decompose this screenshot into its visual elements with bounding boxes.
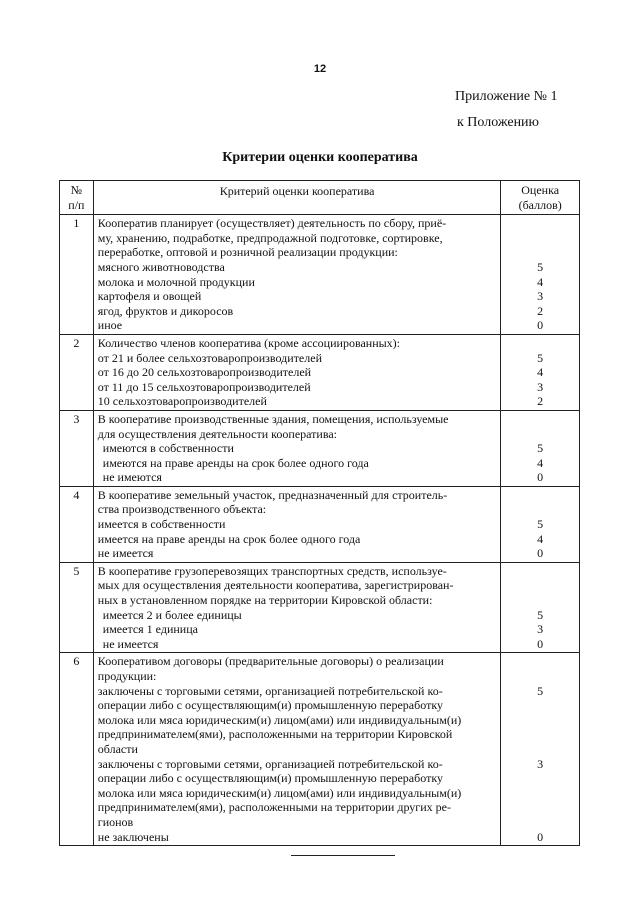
score-spacer bbox=[501, 669, 579, 684]
option-label: предпринимателем(ями), расположенными на территории других ре- bbox=[97, 800, 451, 815]
score-spacer bbox=[501, 771, 579, 786]
score-spacer bbox=[501, 336, 579, 351]
appendix-reference: к Положению bbox=[457, 115, 540, 130]
footer-separator-line bbox=[291, 855, 395, 856]
score-spacer bbox=[501, 231, 579, 246]
score-spacer bbox=[501, 742, 579, 757]
option-label: имеется в собственности bbox=[97, 517, 226, 532]
option-score: 0 bbox=[537, 829, 544, 844]
criterion-cell bbox=[93, 653, 501, 846]
score-cell bbox=[501, 215, 580, 335]
option-label: не имеется bbox=[102, 636, 159, 651]
score-cell bbox=[501, 334, 580, 410]
header-number bbox=[60, 181, 94, 215]
option-score: 5 bbox=[537, 683, 544, 698]
option-label: не имеются bbox=[102, 470, 162, 485]
option-score: 3 bbox=[537, 622, 544, 637]
option-label: операции либо с осуществляющим(и) промышленную переработку bbox=[97, 698, 443, 713]
criterion-text: В кооперативе производственные здания, помещения, используемые bbox=[97, 411, 449, 426]
option-label: области bbox=[97, 741, 138, 756]
table-row bbox=[60, 486, 580, 562]
option-label: не заключены bbox=[97, 829, 169, 844]
option-score: 3 bbox=[537, 379, 544, 394]
criterion-text: мых для осуществления деятельности кооператива, зарегистрирован- bbox=[97, 578, 454, 593]
table-header-row bbox=[60, 181, 580, 215]
score-cell bbox=[501, 410, 580, 486]
appendix-number: Приложение № 1 bbox=[455, 89, 558, 104]
option-label: картофеля и овощей bbox=[97, 289, 202, 304]
row-number: 2 bbox=[60, 334, 94, 410]
option-score: 5 bbox=[537, 350, 544, 365]
option-score: 0 bbox=[537, 546, 544, 561]
row-number: 3 bbox=[60, 410, 94, 486]
document-title: Критерии оценки кооператива bbox=[222, 150, 418, 165]
option-label: молока или мяса юридическим(и) лицом(ами) или индивидуальным(и) bbox=[97, 785, 462, 800]
criterion-text: продукции: bbox=[97, 669, 157, 683]
criteria-rows bbox=[60, 215, 580, 846]
table-row bbox=[60, 562, 580, 653]
option-score: 3 bbox=[537, 756, 544, 771]
option-score: 4 bbox=[537, 365, 544, 380]
option-label: мясного животноводства bbox=[97, 259, 225, 274]
score-spacer bbox=[501, 713, 579, 728]
option-label: имеются в собственности bbox=[102, 441, 234, 456]
option-score: 4 bbox=[537, 455, 544, 470]
option-label: ягод, фруктов и дикоросов bbox=[97, 303, 234, 318]
row-number: 5 bbox=[60, 562, 94, 653]
score-spacer bbox=[501, 578, 579, 593]
table-row bbox=[60, 334, 580, 410]
table-row bbox=[60, 410, 580, 486]
criterion-text: переработке, оптовой и розничной реализации продукции: bbox=[97, 245, 398, 260]
criterion-text: ных в установленном порядке на территории Кировской области: bbox=[97, 593, 433, 608]
criterion-text: Кооператив планирует (осуществляет) деятельность по сбору, приё- bbox=[97, 216, 447, 231]
option-score: 3 bbox=[537, 289, 544, 304]
option-label: операции либо с осуществляющим(и) промышленную переработку bbox=[97, 771, 443, 786]
option-label: от 11 до 15 сельхозтоваропроизводителей bbox=[97, 379, 311, 394]
option-label: заключены с торговыми сетями, организацией потребительской ко- bbox=[97, 756, 443, 771]
score-spacer bbox=[501, 727, 579, 742]
criterion-text: Количество членов кооператива (кроме ассоциированных): bbox=[97, 335, 401, 350]
row-number: 4 bbox=[60, 486, 94, 562]
score-spacer bbox=[501, 698, 579, 713]
score-cell bbox=[501, 653, 580, 846]
option-score: 4 bbox=[537, 274, 544, 289]
option-label: не имеется bbox=[97, 546, 154, 561]
header-number-line: п/п bbox=[68, 197, 85, 212]
score-spacer bbox=[501, 427, 579, 442]
criterion-cell bbox=[93, 410, 501, 486]
score-spacer bbox=[501, 564, 579, 579]
option-label: 10 сельхозтоваропроизводителей bbox=[97, 394, 267, 409]
criterion-text: му, хранению, подработке, предпродажной подготовке, сортировке, bbox=[97, 230, 443, 245]
table-row bbox=[60, 215, 580, 335]
score-spacer bbox=[501, 412, 579, 427]
option-label: имеется на праве аренды на срок более одного года bbox=[97, 531, 361, 546]
score-spacer bbox=[501, 654, 579, 669]
row-number: 1 bbox=[60, 215, 94, 335]
criterion-text: ства производственного объекта: bbox=[97, 502, 267, 517]
option-score: 5 bbox=[537, 607, 544, 622]
table-row bbox=[60, 653, 580, 846]
score-spacer bbox=[501, 502, 579, 517]
option-label: имеется 2 и более единицы bbox=[102, 607, 242, 622]
score-spacer bbox=[501, 815, 579, 830]
option-score: 2 bbox=[537, 394, 544, 409]
header-criterion: Критерий оценки кооператива bbox=[93, 181, 501, 215]
option-score: 2 bbox=[537, 303, 544, 318]
criterion-text: В кооперативе земельный участок, предназначенный для строитель- bbox=[97, 487, 448, 502]
score-cell bbox=[501, 486, 580, 562]
criterion-text: для осуществления деятельности кооператива: bbox=[97, 426, 337, 441]
criterion-cell bbox=[93, 334, 501, 410]
option-score: 4 bbox=[537, 531, 544, 546]
criteria-table bbox=[59, 180, 580, 846]
criterion-cell bbox=[93, 215, 501, 335]
option-label: имеется 1 единица bbox=[102, 622, 198, 637]
option-score: 5 bbox=[537, 441, 544, 456]
option-label: предпринимателем(ями), расположенными на территории Кировской bbox=[97, 727, 453, 742]
header-score-line: (баллов) bbox=[518, 197, 562, 212]
score-cell bbox=[501, 562, 580, 653]
criterion-text: В кооперативе грузоперевозящих транспортных средств, используе- bbox=[97, 563, 447, 578]
score-spacer bbox=[501, 245, 579, 260]
score-spacer bbox=[501, 216, 579, 231]
option-label: имеются на праве аренды на срок более одного года bbox=[102, 455, 369, 470]
row-number: 6 bbox=[60, 653, 94, 846]
score-spacer bbox=[501, 593, 579, 608]
option-label: от 16 до 20 сельхозтоваропроизводителей bbox=[97, 365, 312, 380]
score-spacer bbox=[501, 488, 579, 503]
option-label: молока и молочной продукции bbox=[97, 274, 255, 289]
option-label: заключены с торговыми сетями, организацией потребительской ко- bbox=[97, 683, 443, 698]
option-score: 0 bbox=[537, 318, 544, 333]
option-score: 0 bbox=[537, 470, 544, 485]
score-spacer bbox=[501, 800, 579, 815]
page-number: 12 bbox=[313, 63, 327, 75]
header-score-line: Оценка bbox=[521, 183, 560, 197]
header-number-line: № bbox=[70, 183, 83, 197]
criterion-cell bbox=[93, 486, 501, 562]
option-label: молока или мяса юридическим(и) лицом(ами) или индивидуальным(и) bbox=[97, 712, 462, 727]
criterion-text: Кооперативом договоры (предварительные договоры) о реализации bbox=[97, 654, 444, 669]
option-label: от 21 и более сельхозтоваропроизводителей bbox=[97, 350, 322, 365]
option-label: иное bbox=[97, 318, 123, 333]
header-score bbox=[501, 181, 580, 215]
score-spacer bbox=[501, 786, 579, 801]
criterion-cell bbox=[93, 562, 501, 653]
option-label: гионов bbox=[97, 814, 134, 829]
option-score: 5 bbox=[537, 259, 544, 274]
option-score: 0 bbox=[537, 636, 544, 651]
option-score: 5 bbox=[537, 517, 544, 532]
